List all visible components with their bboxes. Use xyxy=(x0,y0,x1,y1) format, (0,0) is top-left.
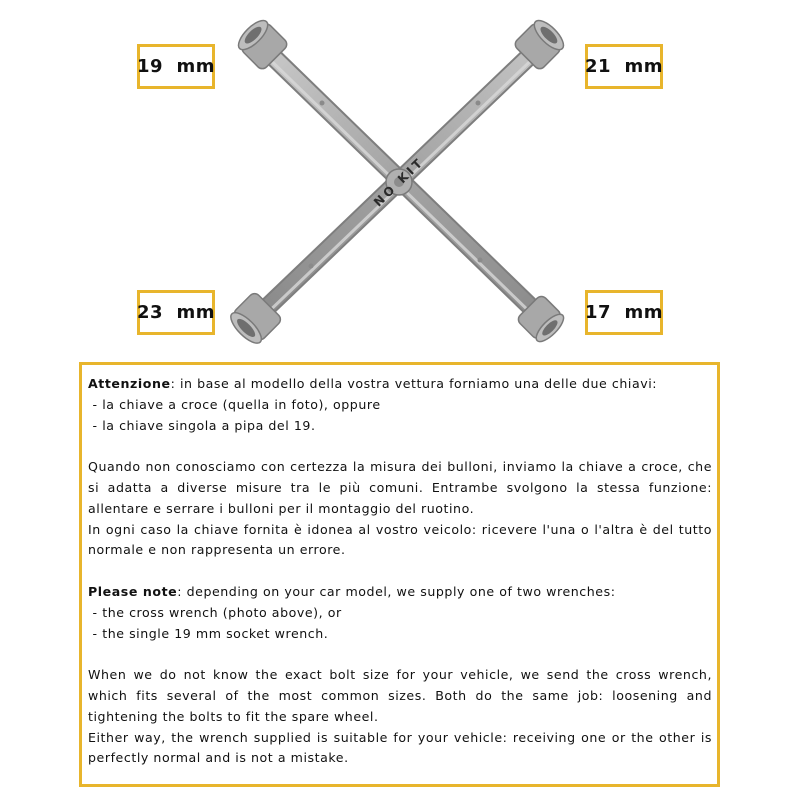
size-label-17mm: 17 mm xyxy=(585,290,663,335)
cross-wrench-image xyxy=(0,0,800,360)
english-option-cross: - the cross wrench (photo above), or xyxy=(88,604,342,620)
italian-option-single: - la chiave singola a pipa del 19. xyxy=(88,417,316,433)
italian-option-cross: - la chiave a croce (quella in foto), oppure xyxy=(88,396,381,412)
italian-intro xyxy=(88,374,712,395)
wrench-brand-mark: NO KIT xyxy=(370,154,428,210)
english-heading: Please note xyxy=(88,583,178,599)
italian-intro-text: : in base al modello della vostra vettura forniamo una delle due chiavi: xyxy=(170,376,658,391)
english-intro-text: : depending on your car model, we supply one of two wrenches: xyxy=(177,583,616,599)
italian-heading: Attenzione xyxy=(88,376,171,391)
english-paragraph-2: Either way, the wrench supplied is suitable for your vehicle: receiving one or the other is perfectly normal and is not a mistake. xyxy=(88,729,712,766)
size-label-21mm: 21 mm xyxy=(585,44,663,89)
italian-paragraph-1: Quando non conosciamo con certezza la misura dei bulloni, inviamo la chiave a croce, che si adatta a diverse misure tra le più comuni. Entrambe svolgono la stessa funzione: allentare e serrare i bulloni per il montaggio del ruotino. xyxy=(88,459,712,516)
english-intro xyxy=(88,582,712,603)
notice-box xyxy=(79,362,720,787)
english-option-single: - the single 19 mm socket wrench. xyxy=(88,625,329,641)
italian-paragraph-2: In ogni caso la chiave fornita è idonea al vostro veicolo: ricevere l'una o l'altra è del tutto normale e non rappresenta un errore. xyxy=(88,521,712,558)
size-label-19mm: 19 mm xyxy=(137,44,215,89)
product-image-area xyxy=(0,0,800,360)
english-paragraph-1: When we do not know the exact bolt size for your vehicle, we send the cross wrench, which fits several of the most common sizes. Both do the same job: loosening and tightening the bolts to fit the spare wheel. xyxy=(88,667,712,724)
size-label-23mm: 23 mm xyxy=(137,290,215,335)
